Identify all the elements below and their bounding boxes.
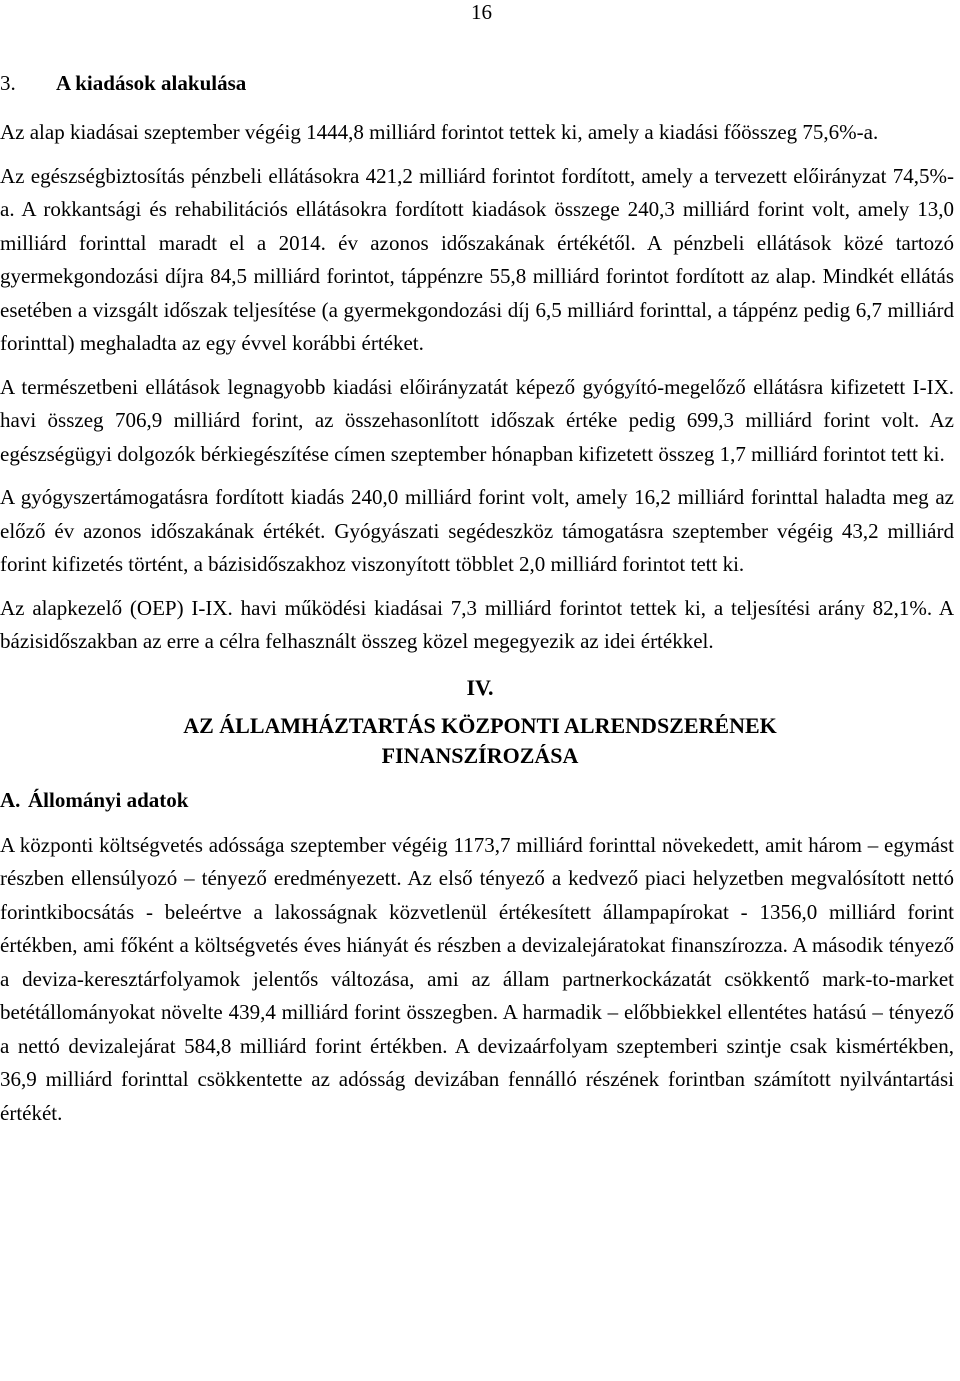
paragraph: A központi költségvetés adóssága szeptember végéig 1173,7 milliárd forinttal növekedett, amit három – egymást részben ellensúlyozó – tényező eredményezett. Az első tényező a kedvező piaci helyzetben megvalósított nettó forintkibocsátás - beleértve a lakosságnak közvetlenül értékesített állampapírokat - 1356,0 milliárd forint értékben, ami főként a költségvetés éves hiányát és részben a devizalejáratokat finanszírozza. A második tényező a deviza-keresztárfolyamok jelentős változása, ami az állam partnerkockázatát csökkentő mark-to-market betétállományokat növelte 439,4 milliárd forint összegben. A harmadik – előbbiekkel ellentétes hatású – tényező a nettó devizalejárat 584,8 milliárd forint értékben. A devizaárfolyam szeptemberi szintje csak kismértékben, 36,9 milliárd forinttal csökkentette az adósság devizában fennálló részének forintban számított nyilvántartási értékét. — [0, 832, 954, 1125]
paragraph: A gyógyszertámogatásra fordított kiadás 240,0 milliárd forint volt, amely 16,2 milliárd forinttal haladta meg az előző év azonos időszakának értékét. Gyógyászati segédeszköz támogatásra szeptember végéig 43,2 milliárd forint kifizetés történt, a bázisidőszakhoz viszonyított többlet 2,0 milliárd forintot tett ki. — [0, 485, 954, 576]
paragraph: Az alapkezelő (OEP) I-IX. havi működési kiadásai 7,3 milliárd forintot tettek ki, a teljesítési arány 82,1%. A bázisidőszakban az erre a célra felhasznált összeg közel megegyezik az idei értékkel. — [0, 595, 954, 653]
section-title: A kiadások alakulása — [56, 71, 247, 95]
paragraph: Az alap kiadásai szeptember végéig 1444,8 milliárd forintot tettek ki, amely a kiadási főösszeg 75,6%-a. — [0, 120, 879, 144]
section-number: 3. — [0, 71, 16, 95]
chapter-number: IV. — [466, 674, 494, 700]
chapter-title — [0, 711, 960, 771]
chapter-title-line: FINANSZÍROZÁSA — [381, 742, 579, 768]
subsection-heading — [0, 783, 954, 817]
document-body — [0, 66, 954, 1140]
paragraph: Az egészségbiztosítás pénzbeli ellátásokra 421,2 milliárd forintot fordított, amely a tervezett előirányzat 74,5%-a. A rokkantsági és rehabilitációs ellátásokra fordított kiadások összege 240,3 milliárd forint volt, amely 13,0 milliárd forinttal maradt el a 2014. év azonos időszakának értékétől. A pénzbeli ellátások közé tartozó gyermekgondozási díjra 84,5 milliárd forintot, táppénzre 55,8 milliárd forintot fordított az alap. Mindkét ellátás esetében a vizsgált időszak teljesítése (a gyermekgondozási díj 6,5 milliárd forinttal, a táppénz pedig 6,7 milliárd forinttal) meghaladta az egy évvel korábbi értéket. — [0, 163, 954, 355]
subsection-letter: A. — [0, 787, 21, 812]
chapter-title-line: AZ ÁLLAMHÁZTARTÁS KÖZPONTI ALRENDSZERÉNEK — [183, 712, 777, 738]
subsection-title: Állományi adatok — [28, 787, 189, 812]
page-number: 16 — [471, 0, 492, 24]
section-heading — [0, 66, 954, 100]
paragraph: A természetbeni ellátások legnagyobb kiadási előirányzatát képező gyógyító-megelőző ellátásra kifizetett I-IX. havi összeg 706,9 milliárd forint, az összehasonlított időszak értéke pedig 699,3 milliárd forint volt. Az egészségügyi dolgozók bérkiegészítése címen szeptember hónapban kifizetett összeg 1,7 milliárd forintot tett ki. — [0, 374, 954, 466]
